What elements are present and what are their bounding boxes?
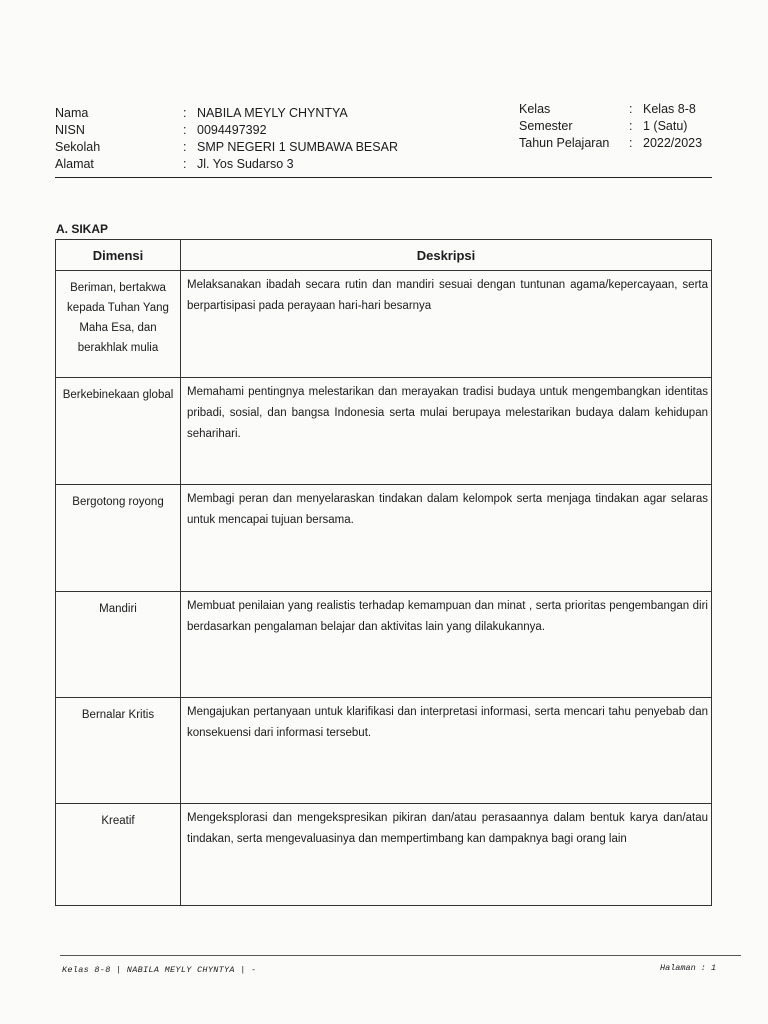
student-name-row [55,105,398,122]
nisn-row [55,122,398,139]
semester-value: 1 (Satu) [643,119,688,133]
class-info [519,101,702,152]
dimensi-cell: Kreatif [56,804,181,906]
table-row [56,485,712,592]
dimensi-cell: Berkebinekaan global [56,378,181,485]
deskripsi-cell: Melaksanakan ibadah secara rutin dan mandiri sesuai dengan tuntunan agama/kepercayaan, serta berpartisipasi pada perayaan hari-hari besarnya [181,271,712,378]
colon: : [629,136,633,150]
column-header-deskripsi: Deskripsi [181,240,712,271]
deskripsi-cell: Membagi peran dan menyelaraskan tindakan dalam kelompok serta menjaga tindakan agar selaras untuk mencapai tujuan bersama. [181,485,712,592]
field-label: Nama [55,106,89,120]
colon: : [629,119,633,133]
student-name: NABILA MEYLY CHYNTYA [197,106,348,120]
field-label: Tahun Pelajaran [519,136,610,150]
school-year-value: 2022/2023 [643,136,703,150]
school-year-row [519,135,702,152]
field-label: NISN [55,123,85,137]
colon: : [629,102,633,116]
colon: : [183,123,187,137]
section-title: A. SIKAP [56,222,109,236]
nisn-value: 0094497392 [197,123,267,137]
deskripsi-cell: Mengajukan pertanyaan untuk klarifikasi dan interpretasi informasi, serta mencari tahu penyebab dan konsekuensi dari informasi tersebut. [181,698,712,804]
colon: : [183,140,187,154]
sikap-table [55,239,712,906]
address-value: Jl. Yos Sudarso 3 [197,157,294,171]
school-row [55,139,398,156]
deskripsi-cell: Mengeksplorasi dan mengekspresikan pikiran dan/atau perasaannya dalam bentuk karya dan/atau tindakan, serta mengevaluasinya dan mempertimbang kan dampaknya bagi orang lain [181,804,712,906]
dimensi-cell: Bernalar Kritis [56,698,181,804]
colon: : [183,106,187,120]
semester-row [519,118,702,135]
dimensi-cell: Mandiri [56,592,181,698]
table-row [56,271,712,378]
footer-divider [60,955,741,956]
field-label: Sekolah [55,140,101,154]
page-number: Halaman : 1 [660,963,717,973]
school-value: SMP NEGERI 1 SUMBAWA BESAR [197,140,398,154]
dimensi-cell: Bergotong royong [56,485,181,592]
colon: : [183,157,187,171]
student-info [55,105,398,173]
footer-info: Kelas 8-8 | NABILA MEYLY CHYNTYA | - [62,965,257,975]
column-header-dimensi: Dimensi [56,240,181,271]
table-row [56,698,712,804]
address-row [55,156,398,173]
table-row [56,592,712,698]
deskripsi-cell: Memahami pentingnya melestarikan dan merayakan tradisi budaya untuk mengembangkan identitas pribadi, sosial, dan bangsa Indonesia serta mulai berupaya melestarikan budaya dalam kehidupan seharihari. [181,378,712,485]
class-value: Kelas 8-8 [643,102,696,116]
header-divider [55,177,712,178]
table-row [56,804,712,906]
deskripsi-cell: Membuat penilaian yang realistis terhadap kemampuan dan minat , serta prioritas pengembangan diri berdasarkan pengalaman belajar dan aktivitas lain yang dilakukannya. [181,592,712,698]
class-row [519,101,702,118]
table-header-row [56,240,712,271]
table-row [56,378,712,485]
dimensi-cell: Beriman, bertakwa kepada Tuhan Yang Maha Esa, dan berakhlak mulia [56,271,181,378]
field-label: Kelas [519,102,551,116]
field-label: Alamat [55,157,94,171]
field-label: Semester [519,119,573,133]
